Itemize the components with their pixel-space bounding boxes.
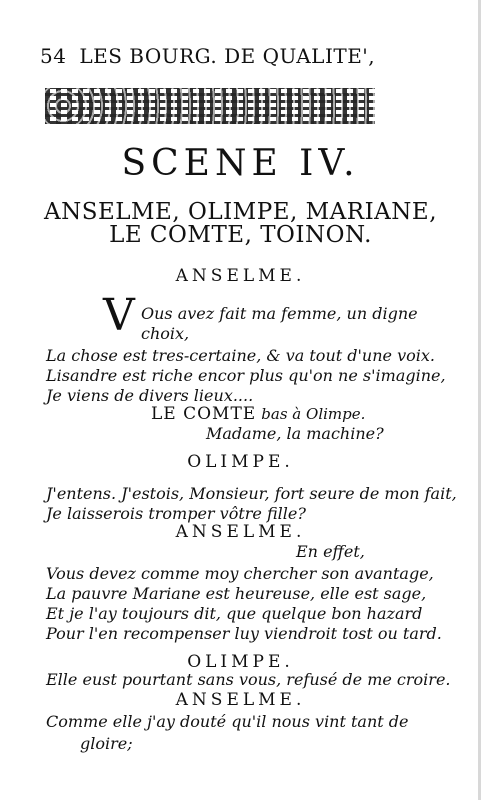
verse-line: gloire; (80, 734, 133, 753)
speaker-anselme: ANSELME. (175, 690, 306, 710)
verse-line: La chose est tres-certaine, & va tout d'une voix. (46, 346, 435, 365)
verse-line: La pauvre Mariane est heureuse, elle est sage, (46, 584, 427, 603)
verse-line: Madame, la machine? (206, 424, 384, 443)
speaker-line-comte (151, 404, 365, 424)
speaker-anselme: ANSELME. (175, 522, 306, 542)
verse-line: Lisandre est riche encor plus qu'on ne s'imagine, (46, 366, 446, 385)
character-list-line1: ANSELME, OLIMPE, MARIANE, (43, 199, 438, 225)
speaker-olimpe: OLIMPE. (187, 652, 294, 672)
verse-line: choix, (141, 324, 190, 343)
page-number: 54 (40, 44, 67, 68)
speaker-olimpe: OLIMPE. (187, 452, 294, 472)
verse-line: Comme elle j'ay douté qu'il nous vint tant de (46, 712, 409, 731)
verse-line: Elle eust pourtant sans vous, refusé de me croire. (46, 670, 451, 689)
verse-line: En effet, (296, 542, 365, 561)
drop-cap: V (103, 290, 135, 341)
verse-line: Ous avez fait ma femme, un digne (141, 304, 418, 323)
decorative-ornament-band (45, 88, 375, 124)
running-title: LES BOURG. DE QUALITE', (79, 44, 376, 68)
verse-line: J'entens. J'estois, Monsieur, fort seure de mon fait, (46, 484, 457, 503)
verse-line: Et je l'ay toujours dit, que quelque bon hazard (46, 604, 423, 623)
verse-line: Je viens de divers lieux.... (46, 386, 254, 405)
stage-direction: bas à Olimpe. (261, 405, 366, 423)
verse-line: Je laisserois tromper vôtre fille? (46, 504, 306, 523)
speaker-le-comte: LE COMTE (151, 404, 257, 424)
speaker-anselme: ANSELME. (175, 266, 306, 286)
running-head (40, 44, 375, 68)
verse-line: Vous devez comme moy chercher son avantage, (46, 564, 434, 583)
scene-title: SCENE IV. (121, 143, 360, 184)
character-list-line2: LE COMTE, TOINON. (109, 222, 372, 248)
verse-line: Pour l'en recompenser luy viendroit tost ou tard. (46, 624, 442, 643)
